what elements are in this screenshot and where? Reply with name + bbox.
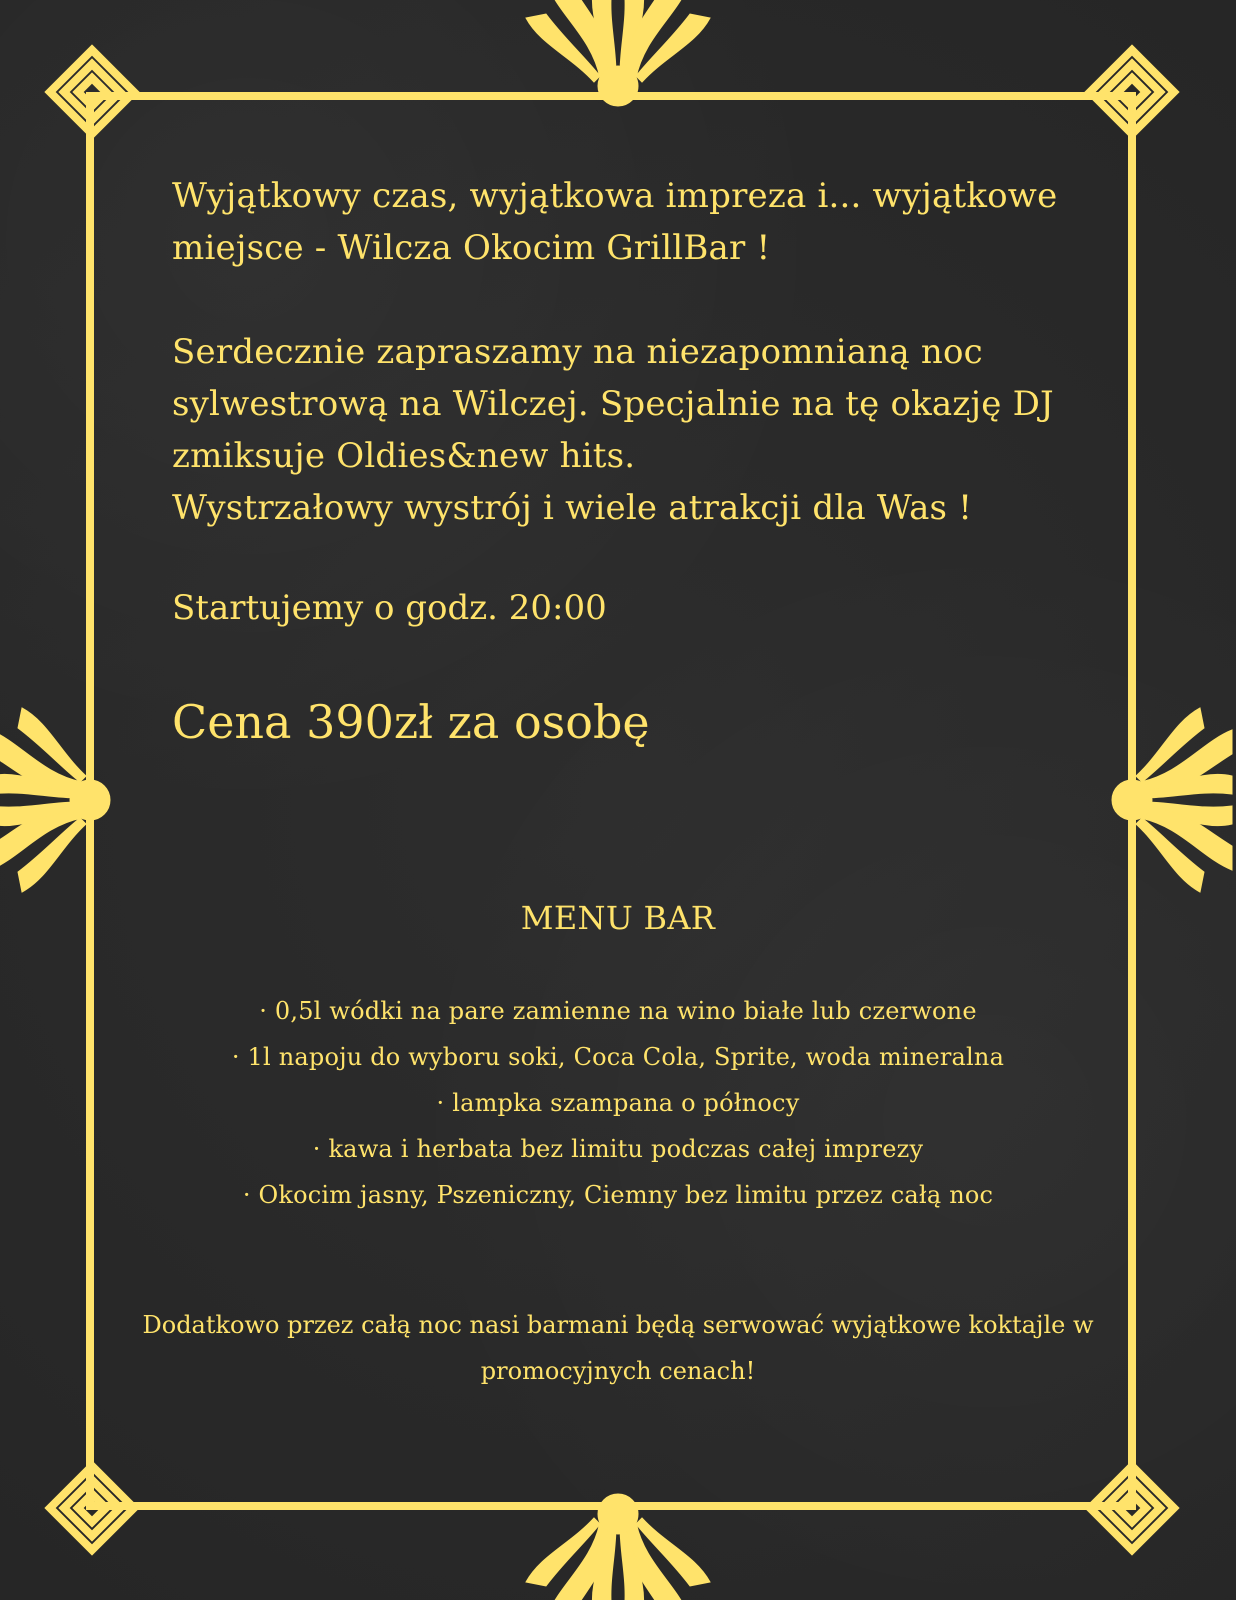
menu-item: · 1l napoju do wyboru soki, Coca Cola, Sprite, woda mineralna	[231, 1043, 1005, 1071]
menu-item: · lampka szampana o północy	[436, 1089, 800, 1117]
start-time: Startujemy o godz. 20:00	[172, 588, 607, 628]
footer-note: Dodatkowo przez całą noc nasi barmani będą serwować wyjątkowe koktajle w promocyjnych cenach!	[142, 1311, 1094, 1385]
intro-text: Wyjątkowy czas, wyjątkowa impreza i... wyjątkowe miejsce - Wilcza Okocim GrillBar ! Serdecznie zapraszamy na niezapomnianą noc sylwestrową na Wilczej. Specjalnie na tę okazję DJ zmiksuje Oldies&new hits. Wystrzałowy wystrój i wiele atrakcji dla Was !	[172, 176, 1058, 528]
price-line: Cena 390zł za osobę	[172, 695, 650, 749]
menu-item: · kawa i herbata bez limitu podczas całej imprezy	[312, 1135, 924, 1163]
menu-title: MENU BAR	[520, 899, 716, 937]
menu-list	[0, 988, 1236, 1218]
menu-item: · 0,5l wódki na pare zamienne na wino białe lub czerwone	[259, 997, 977, 1025]
menu-item: · Okocim jasny, Pszeniczny, Ciemny bez limitu przez całą noc	[242, 1181, 994, 1209]
